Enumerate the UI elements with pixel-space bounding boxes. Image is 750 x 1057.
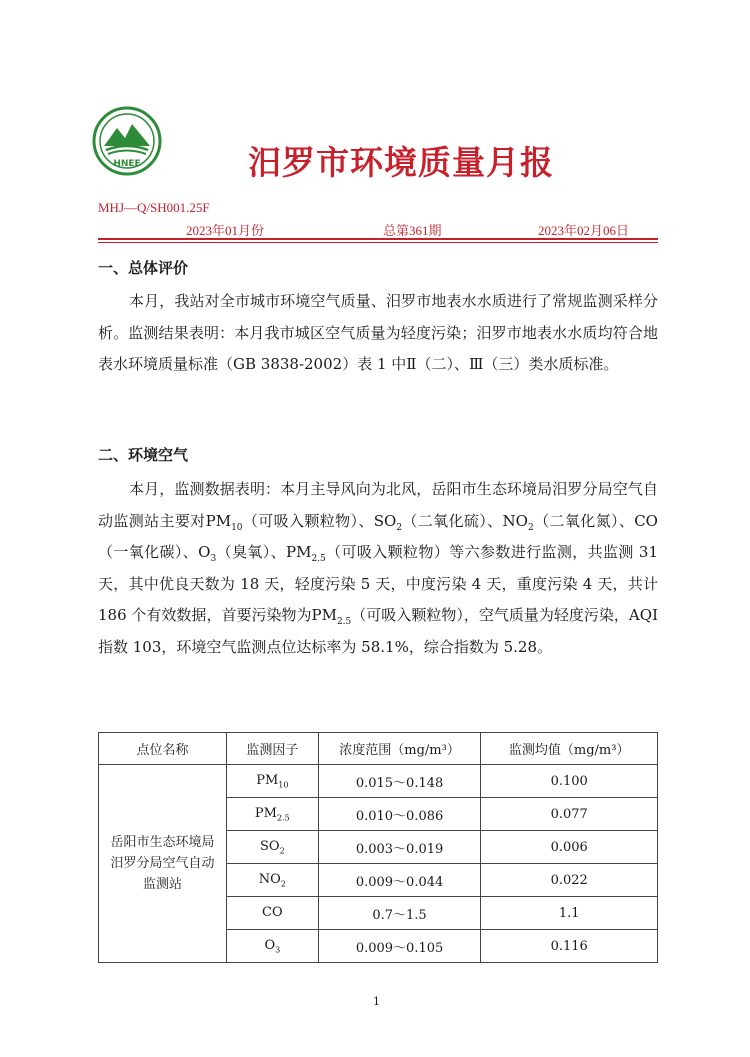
range-cell: 0.015～0.148 xyxy=(318,765,481,798)
mean-cell: 1.1 xyxy=(481,897,658,930)
hnee-logo xyxy=(92,106,162,176)
range-cell: 0.7～1.5 xyxy=(318,897,481,930)
col-header-factor: 监测因子 xyxy=(226,733,318,765)
factor-cell: CO xyxy=(226,897,318,930)
factor-cell: $NO_2$ xyxy=(226,864,318,897)
mean-cell: 0.077 xyxy=(481,798,658,831)
mean-cell: 0.006 xyxy=(481,831,658,864)
page-number: 1 xyxy=(373,995,380,1008)
mean-cell: 0.116 xyxy=(481,930,658,963)
station-name-cell: 岳阳市生态环境局汨罗分局空气自动监测站 xyxy=(99,765,227,963)
section-heading-air: 二、环境空气 xyxy=(98,446,189,464)
factor-cell: $O_3$ xyxy=(226,930,318,963)
factor-cell: $PM_{2.5}$ xyxy=(226,798,318,831)
col-header-station: 点位名称 xyxy=(99,733,227,765)
report-title: 汨罗市环境质量月报 xyxy=(248,143,554,182)
range-cell: 0.003～0.019 xyxy=(318,831,481,864)
table-header-row xyxy=(99,733,658,765)
col-header-mean: 监测均值（mg/m³） xyxy=(481,733,658,765)
report-month: 2023年01月份 xyxy=(186,223,265,238)
mean-cell: 0.022 xyxy=(481,864,658,897)
section-heading-overview: 一、总体评价 xyxy=(98,259,189,277)
header-rule-thin xyxy=(98,242,658,243)
air-paragraph: 本月，监测数据表明：本月主导风向为北风，岳阳市生态环境局汨罗分局空气自动监测站主要对$PM_{10}$（可吸入颗粒物）、$SO_2$（二氧化硫）、$NO_2$（二氧化氮）、CO（一氧化碳）、$O_3$（臭氧）、$PM_{2.5}$（可吸入颗粒物）等六参数进行监测，共监测 31 天，其中优良天数为 18 天，轻度污染 5 天，中度污染 4 天，重度污染 4 天，共计 186 个有效数据，首要污染物为$PM_{2.5}$（可吸入颗粒物），空气质量为轻度污染，AQI 指数 103，环境空气监测点位达标率为 58.1%，综合指数为 5.28。 xyxy=(98,480,658,656)
range-cell: 0.010～0.086 xyxy=(318,798,481,831)
header-rule xyxy=(98,238,658,240)
factor-cell: $PM_{10}$ xyxy=(226,765,318,798)
range-cell: 0.009～0.105 xyxy=(318,930,481,963)
header-meta xyxy=(98,220,658,236)
factor-cell: $SO_2$ xyxy=(226,831,318,864)
doc-code: MHJ—Q/SH001.25F xyxy=(98,200,210,215)
air-monitoring-table xyxy=(98,732,658,963)
overview-paragraph: 本月，我站对全市城市环境空气质量、汨罗市地表水水质进行了常规监测采样分析。监测结果表明：本月我市城区空气质量为轻度污染；汨罗市地表水水质均符合地表水环境质量标准（GB 3838-2002）表 1 中Ⅱ（二）、Ⅲ（三）类水质标准。 xyxy=(98,292,658,373)
report-date: 2023年02月06日 xyxy=(538,223,630,238)
table-row xyxy=(99,765,658,798)
logo-text: HNEE xyxy=(113,159,141,169)
mean-cell: 0.100 xyxy=(481,765,658,798)
range-cell: 0.009～0.044 xyxy=(318,864,481,897)
col-header-range: 浓度范围（mg/m³） xyxy=(318,733,481,765)
issue-number: 总第361期 xyxy=(383,223,442,238)
